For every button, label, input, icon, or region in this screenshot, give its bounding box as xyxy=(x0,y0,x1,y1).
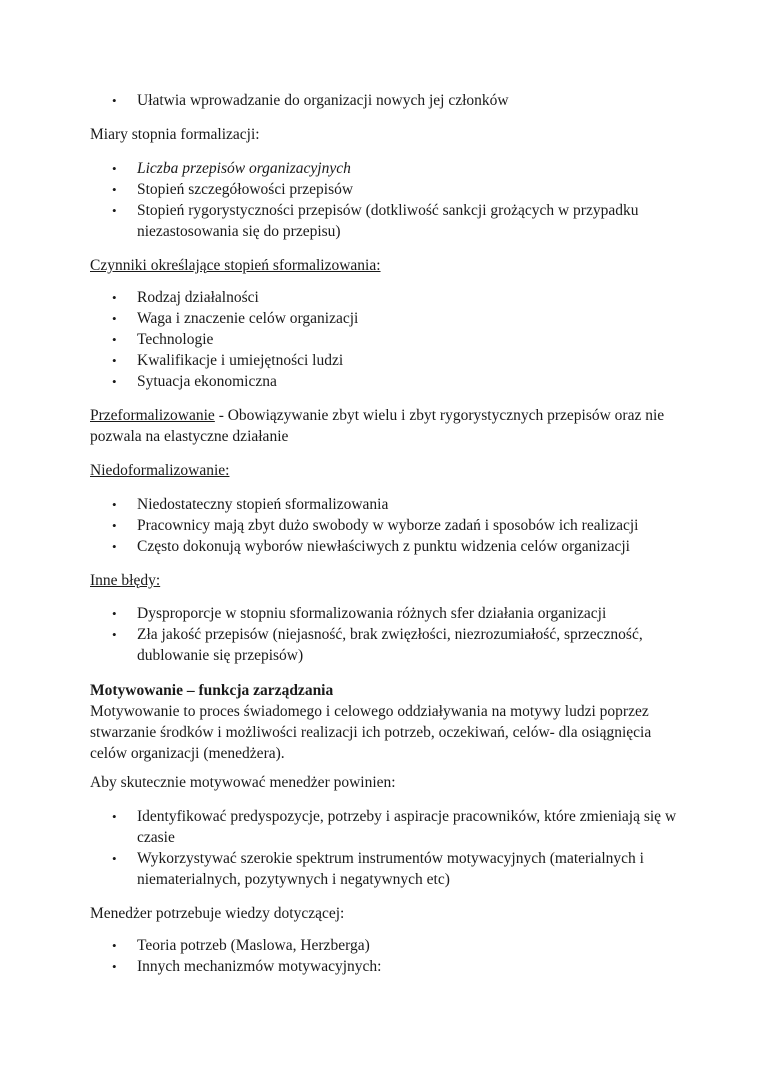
list-item: • Stopień rygorystyczności przepisów (dotkliwość sankcji grożących w przypadku niezastosowania się do przepisu) xyxy=(112,202,639,240)
miary-list xyxy=(90,158,680,242)
czynniki-list xyxy=(90,287,680,392)
czynniki-heading: Czynniki określające stopień sformalizowania: xyxy=(90,257,381,274)
list-item: • Zła jakość przepisów (niejasność, brak zwięzłości, niezrozumiałość, sprzeczność, dublowanie się przepisów) xyxy=(112,626,643,664)
wiedza-heading: Menedżer potrzebuje wiedzy dotyczącej: xyxy=(90,905,345,922)
bullet-icon: • xyxy=(112,518,117,533)
motywowanie-definition: Motywowanie to proces świadomego i celowego oddziaływania na motywy ludzi poprzez stwarzanie środków i możliwości realizacji ich potrzeb, oczekiwań, celów- dla osiągnięcia celów organizacji (menedżera). xyxy=(90,703,652,762)
list-item: • Kwalifikacje i umiejętności ludzi xyxy=(112,352,344,369)
bullet-icon: • xyxy=(112,851,117,866)
bullet-icon: • xyxy=(112,606,117,621)
bullet-icon: • xyxy=(112,938,117,953)
list-item: • Ułatwia wprowadzanie do organizacji nowych jej członków xyxy=(112,92,509,109)
przeformalizowanie-definition: - Obowiązywanie zbyt wielu i zbyt rygorystycznych przepisów oraz nie pozwala na elastyczne działanie xyxy=(90,407,665,445)
bullet-icon: • xyxy=(112,311,117,326)
aby-heading: Aby skutecznie motywować menedżer powinien: xyxy=(90,774,396,791)
list-item: • Waga i znaczenie celów organizacji xyxy=(112,310,359,327)
przeformalizowanie-term: Przeformalizowanie xyxy=(90,407,215,424)
bullet-icon: • xyxy=(112,161,117,176)
bullet-icon: • xyxy=(112,182,117,197)
list-item: • Niedostateczny stopień sformalizowania xyxy=(112,496,389,513)
bullet-icon: • xyxy=(112,353,117,368)
bullet-icon: • xyxy=(112,497,117,512)
list-item: • Technologie xyxy=(112,331,214,348)
list-item: • Liczba przepisów organizacyjnych xyxy=(112,160,351,177)
list-item: • Często dokonują wyborów niewłaściwych z punktu widzenia celów organizacji xyxy=(112,538,630,555)
list-item: • Sytuacja ekonomiczna xyxy=(112,373,277,390)
niedoformalizowanie-list xyxy=(90,494,680,557)
motywowanie-heading: Motywowanie – funkcja zarządzania xyxy=(90,682,334,699)
bullet-icon: • xyxy=(112,332,117,347)
niedoformalizowanie-heading: Niedoformalizowanie: xyxy=(90,462,230,479)
bullet-icon: • xyxy=(112,627,117,642)
bullet-icon: • xyxy=(112,93,117,108)
bullet-icon: • xyxy=(112,374,117,389)
bullet-icon: • xyxy=(112,203,117,218)
list-item: • Dysproporcje w stopniu sformalizowania różnych sfer działania organizacji xyxy=(112,605,607,622)
list-item: • Identyfikować predyspozycje, potrzeby i aspiracje pracowników, które zmieniają się w czasie xyxy=(112,808,677,846)
bullet-icon: • xyxy=(112,959,117,974)
list-item: • Teoria potrzeb (Maslowa, Herzberga) xyxy=(112,937,370,954)
bullet-icon: • xyxy=(112,290,117,305)
aby-list xyxy=(90,806,680,890)
list-item: • Stopień szczegółowości przepisów xyxy=(112,181,354,198)
bullet-icon: • xyxy=(112,809,117,824)
list-item: • Rodzaj działalności xyxy=(112,289,259,306)
bullet-icon: • xyxy=(112,539,117,554)
list-top xyxy=(90,90,680,111)
list-item: • Innych mechanizmów motywacyjnych: xyxy=(112,958,382,975)
inne-bledy-list xyxy=(90,603,680,666)
miary-heading: Miary stopnia formalizacji: xyxy=(90,126,260,143)
inne-bledy-heading: Inne błędy: xyxy=(90,572,161,589)
wiedza-list xyxy=(90,935,680,977)
list-item: • Wykorzystywać szerokie spektrum instrumentów motywacyjnych (materialnych i niematerialnych, pozytywnych i negatywnych etc) xyxy=(112,850,644,888)
przeformalizowanie-paragraph xyxy=(90,405,680,447)
list-item: • Pracownicy mają zbyt dużo swobody w wyborze zadań i sposobów ich realizacji xyxy=(112,517,639,534)
